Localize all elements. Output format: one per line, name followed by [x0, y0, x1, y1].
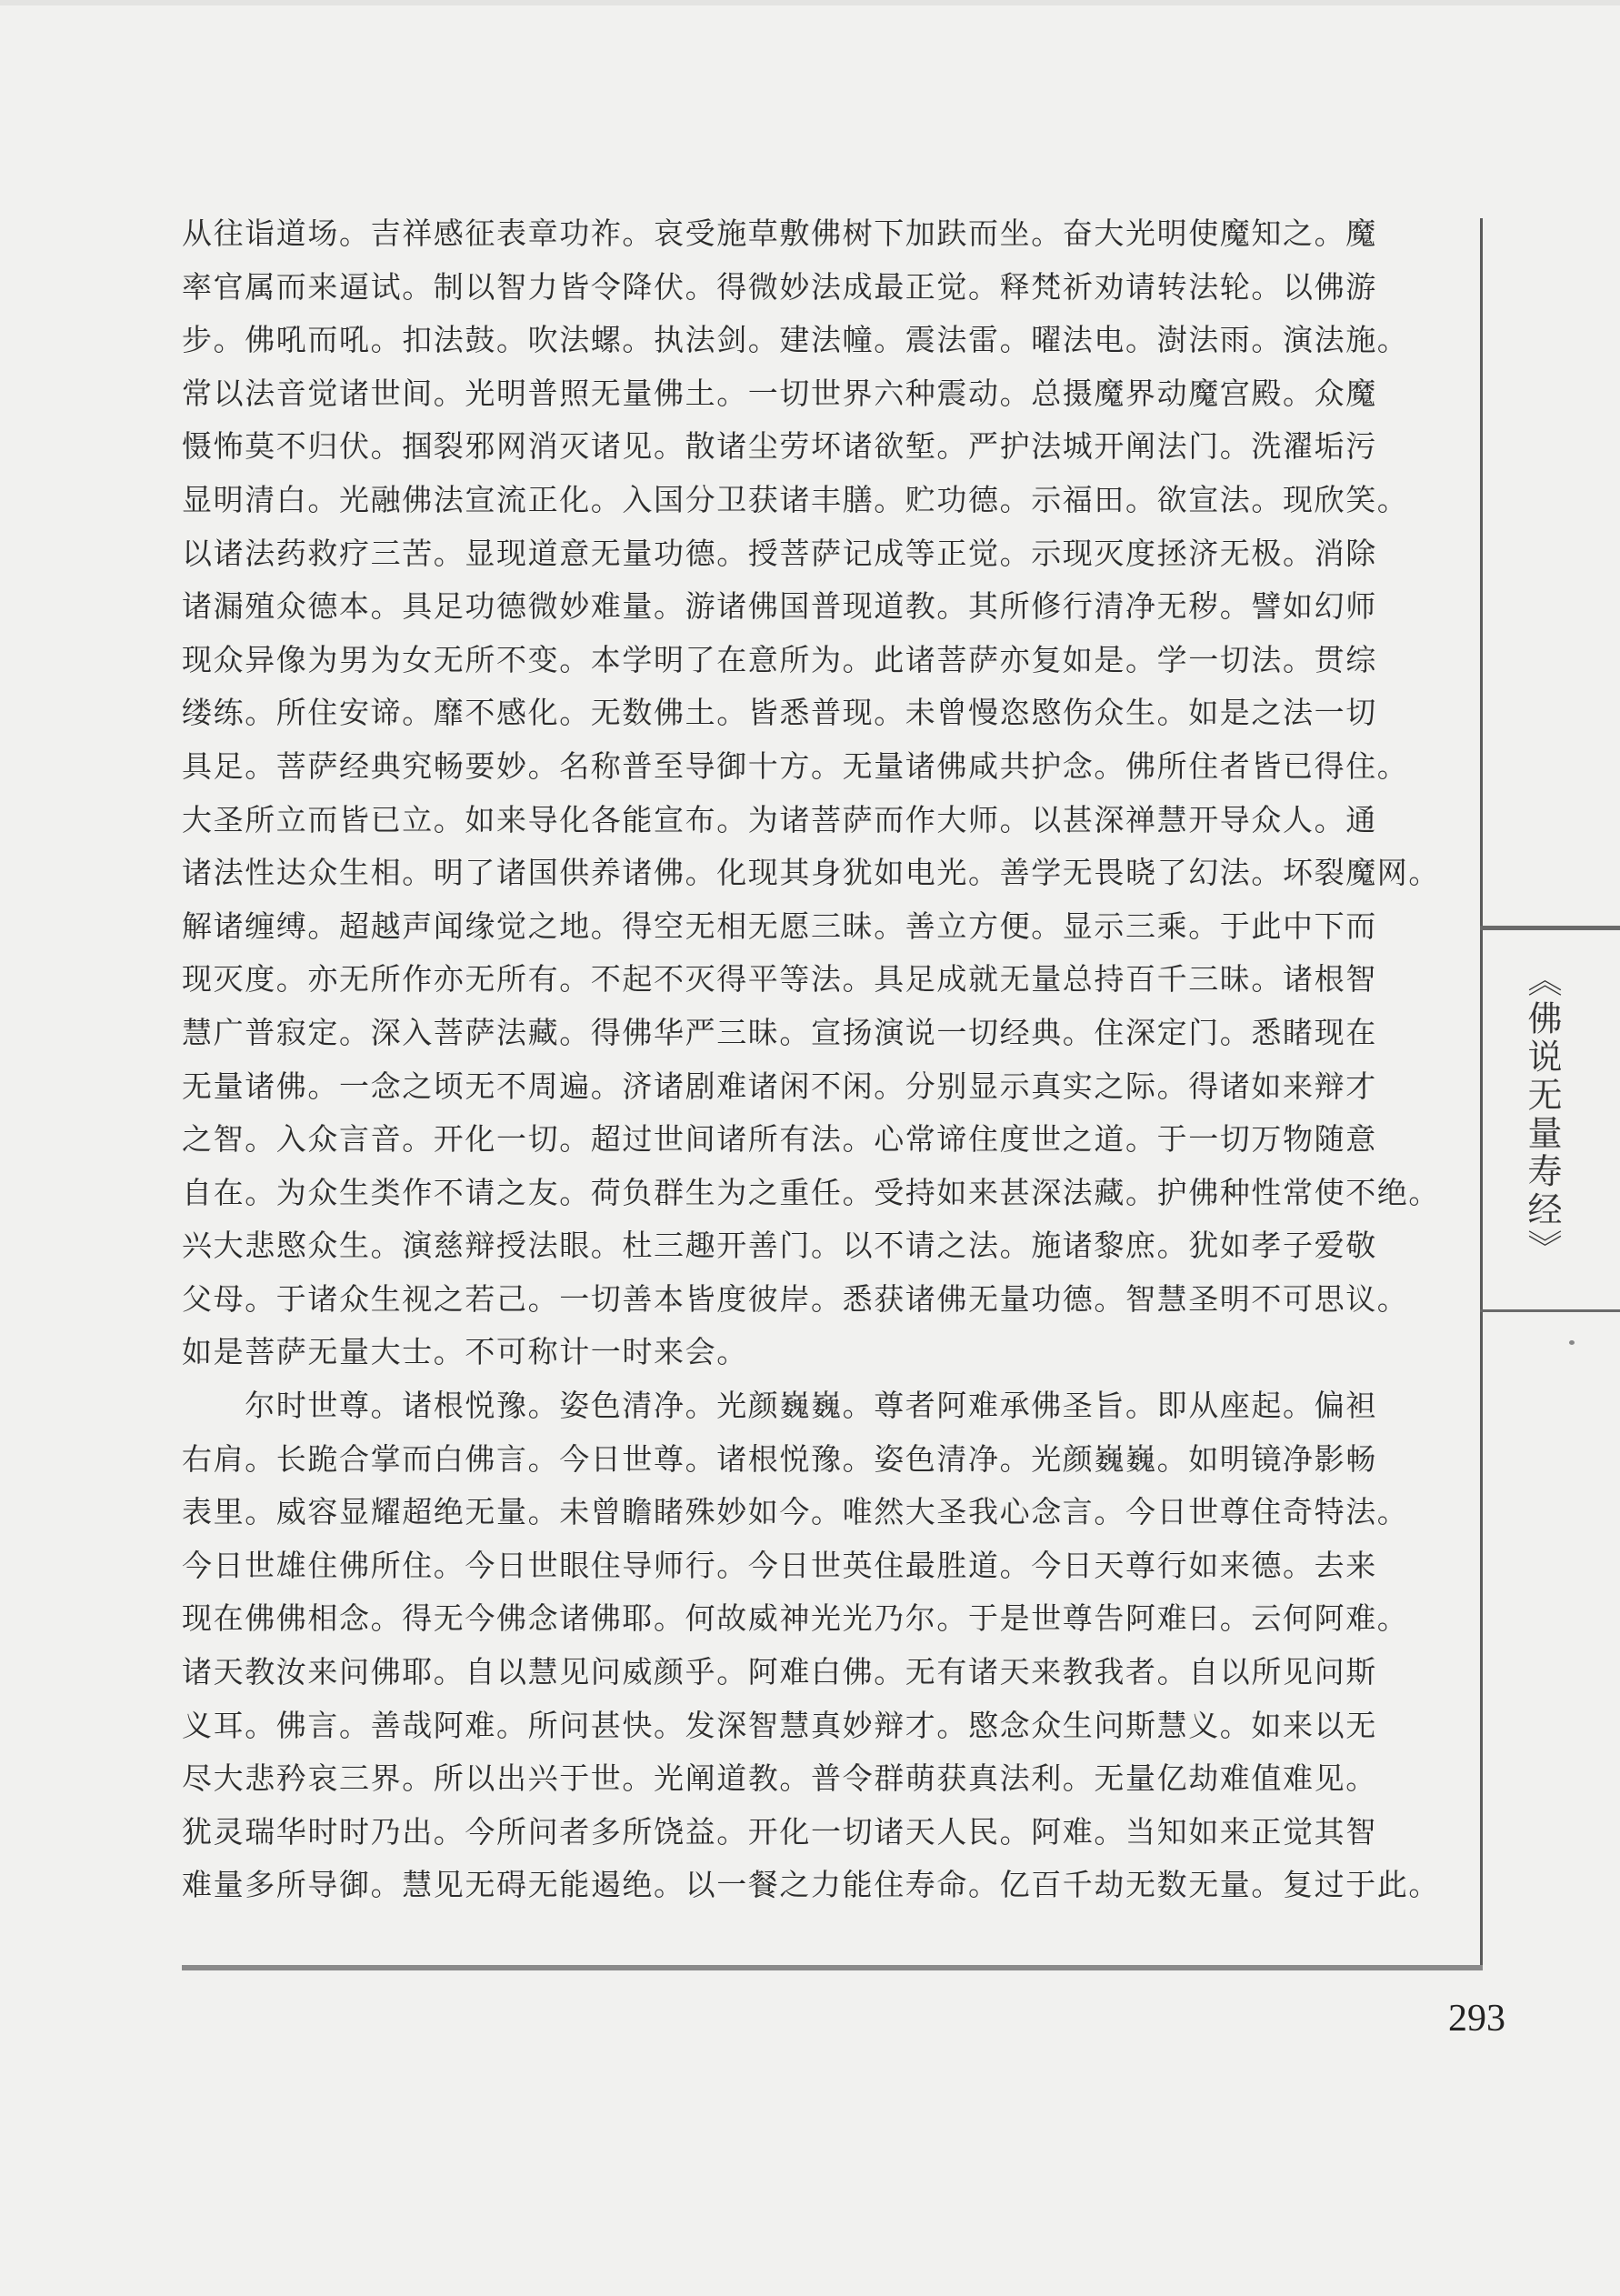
- side-tab-top-rule: [1480, 926, 1620, 930]
- text-line: 自在。为众生类作不请之友。荷负群生为之重任。受持如来甚深法藏。护佛种性常使不绝。: [182, 1174, 1440, 1210]
- text-line: 从往诣道场。吉祥感征表章功祚。哀受施草敷佛树下加趺而坐。奋大光明使魔知之。魔: [182, 216, 1377, 251]
- right-margin-rule: [1480, 218, 1483, 1968]
- text-line: 现灭度。亦无所作亦无所有。不起不灭得平等法。具足成就无量总持百千三昧。诸根智: [182, 961, 1377, 998]
- text-line: 如是菩萨无量大士。不可称计一时来会。: [182, 1334, 748, 1370]
- text-line: 慑怖莫不归伏。掴裂邪网消灭诸见。散诸尘劳坏诸欲堑。严护法城开阐法门。洗濯垢污: [182, 428, 1377, 465]
- text-line: 步。佛吼而吼。扣法鼓。吹法螺。执法剑。建法幢。震法雷。曜法电。澍法雨。演法施。: [182, 322, 1409, 358]
- text-line: 显明清白。光融佛法宣流正化。入国分卫获诸丰膳。贮功德。示福田。欲宣法。现欣笑。: [182, 481, 1409, 517]
- text-line: 右肩。长跪合掌而白佛言。今日世尊。诸根悦豫。姿色清净。光颜巍巍。如明镜净影畅: [182, 1440, 1377, 1477]
- text-line: 犹灵瑞华时时乃出。今所问者多所饶益。开化一切诸天人民。阿难。当知如来正觉其智: [182, 1813, 1377, 1850]
- print-speck: [1569, 1340, 1575, 1345]
- text-line: 表里。威容显耀超绝无量。未曾瞻睹殊妙如今。唯然大圣我心念言。今日世尊住奇特法。: [182, 1494, 1409, 1530]
- text-line: 无量诸佛。一念之顷无不周遍。济诸剧难诸闲不闲。分别显示真实之际。得诸如来辩才: [182, 1068, 1377, 1104]
- text-line: 慧广普寂定。深入菩萨法藏。得佛华严三昧。宣扬演说一切经典。住深定门。悉睹现在: [182, 1014, 1377, 1050]
- text-line: 诸天教汝来问佛耶。自以慧见问威颜乎。阿难白佛。无有诸天来教我者。自以所见问斯: [182, 1654, 1377, 1690]
- text-line: 难量多所导御。慧见无碍无能遏绝。以一餐之力能住寿命。亿百千劫无数无量。复过于此。: [182, 1867, 1440, 1903]
- bottom-rule: [182, 1965, 1483, 1970]
- text-line: 率官属而来逼试。制以智力皆令降伏。得微妙法成最正觉。释梵祈劝请转法轮。以佛游: [182, 268, 1377, 305]
- body-text: [182, 207, 1456, 1912]
- text-line: 兴大悲愍众生。演慈辩授法眼。杜三趣开善门。以不请之法。施诸黎庶。犹如孝子爱敬: [182, 1228, 1377, 1264]
- side-tab-bottom-rule: [1480, 1309, 1620, 1312]
- text-line: 现在佛佛相念。得无今佛念诸佛耶。何故威神光光乃尔。于是世尊告阿难曰。云何阿难。: [182, 1600, 1409, 1637]
- text-line: 常以法音觉诸世间。光明普照无量佛土。一切世界六种震动。总摄魔界动魔宫殿。众魔: [182, 375, 1377, 411]
- text-line: 诸法性达众生相。明了诸国供养诸佛。化现其身犹如电光。善学无畏晓了幻法。坏裂魔网。: [182, 855, 1440, 891]
- text-line: 尽大悲矜哀三界。所以出兴于世。光阐道教。普令群萌获真法利。无量亿劫难值难见。: [182, 1760, 1377, 1797]
- page-top-edge: [0, 0, 1620, 5]
- text-line: 现众异像为男为女无所不变。本学明了在意所为。此诸菩萨亦复如是。学一切法。贯综: [182, 641, 1377, 677]
- side-title: 《佛说无量寿经》: [1522, 962, 1562, 1268]
- text-line: 以诸法药救疗三苦。显现道意无量功德。授菩萨记成等正觉。示现灭度拯济无极。消除: [182, 535, 1377, 571]
- text-line: 尔时世尊。诸根悦豫。姿色清净。光颜巍巍。尊者阿难承佛圣旨。即从座起。偏袒: [182, 1388, 1377, 1424]
- text-line: 义耳。佛言。善哉阿难。所问甚快。发深智慧真妙辩才。愍念众生问斯慧义。如来以无: [182, 1707, 1377, 1743]
- text-line: 诸漏殖众德本。具足功德微妙难量。游诸佛国普现道教。其所修行清净无秽。譬如幻师: [182, 588, 1377, 625]
- text-line: 父母。于诸众生视之若己。一切善本皆度彼岸。悉获诸佛无量功德。智慧圣明不可思议。: [182, 1280, 1409, 1317]
- text-line: 缕练。所住安谛。靡不感化。无数佛土。皆悉普现。未曾慢恣愍伤众生。如是之法一切: [182, 695, 1377, 731]
- text-line: 今日世雄住佛所住。今日世眼住导师行。今日世英住最胜道。今日天尊行如来德。去来: [182, 1547, 1377, 1583]
- text-line: 大圣所立而皆已立。如来导化各能宣布。为诸菩萨而作大师。以甚深禅慧开导众人。通: [182, 801, 1377, 837]
- text-line: 之智。入众言音。开化一切。超过世间诸所有法。心常谛住度世之道。于一切万物随意: [182, 1121, 1377, 1158]
- text-line: 解诸缠缚。超越声闻缘觉之地。得空无相无愿三昧。善立方便。显示三乘。于此中下而: [182, 907, 1377, 944]
- page-number: 293: [1448, 1998, 1505, 2040]
- text-line: 具足。菩萨经典究畅要妙。名称普至导御十方。无量诸佛咸共护念。佛所住者皆已得住。: [182, 747, 1409, 784]
